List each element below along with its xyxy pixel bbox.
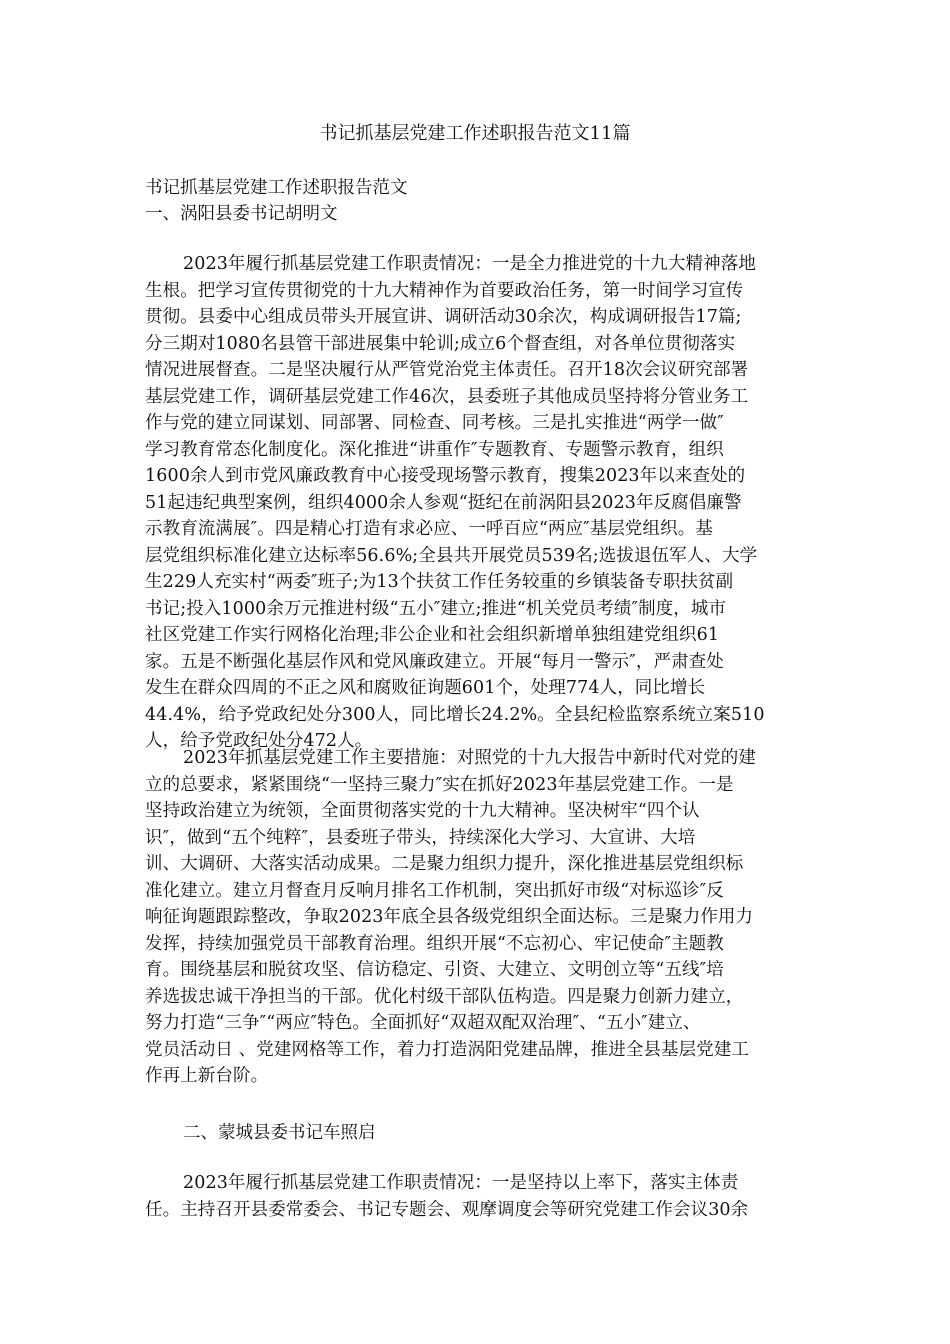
paragraph-line: 育。围绕基层和脱贫攻坚、信访稳定、引资、大建立、文明创立等“五线″培: [145, 960, 724, 980]
document-title: 书记抓基层党建工作述职报告范文11篇: [319, 123, 631, 144]
paragraph-line: 层党组织标准化建立达标率56.6%;全县共开展党员539名;选拔退伍军人、大学: [145, 545, 758, 566]
paragraph-1: [145, 251, 805, 755]
paragraph-line: 党员活动日 、党建网格等工作，着力打造涡阳党建品牌，推进全县基层党建工: [145, 1039, 750, 1060]
paragraph-line: 响征询题跟踪整改，争取2023年底全县各级党组织全面达标。三是聚力作用力: [145, 907, 754, 927]
paragraph-line: 努力打造“三争″“两应″特色。全面抓好“双超双配双治理″、“五小″建立、: [145, 1013, 701, 1033]
section-heading-1: 一、涡阳县委书记胡明文: [145, 204, 338, 224]
paragraph-line: 准化建立。建立月督查月反响月排名工作机制，突出抓好市级“对标巡诊″反: [145, 880, 724, 901]
paragraph-line: 生根。把学习宣传贯彻党的十九大精神作为首要政治任务，第一时间学习宣传: [145, 280, 744, 301]
paragraph-line: 养选拔忠诚干净担当的干部。优化村级干部队伍构造。四是聚力创新力建立，: [145, 986, 744, 1007]
paragraph-line: 坚持政治建立为统领，全面贯彻落实党的十九大精神。坚决树牢“四个认: [145, 801, 700, 821]
section-heading-2: 二、蒙城县委书记车照启: [183, 1123, 376, 1143]
paragraph-line: 书记;投入1000余万元推进村级“五小″建立;推进“机关党员考绩″制度，城市: [145, 598, 727, 619]
paragraph-line: 任。主持召开县委常委会、书记专题会、观摩调度会等研究党建工作会议30余: [145, 1199, 749, 1220]
paragraph-line: 1600余人到市党风廉政教育中心接受现场警示教育，搜集2023年以来查处的: [145, 466, 746, 486]
paragraph-line: 2023年履行抓基层党建工作职责情况：一是坚持以上率下，落实主体责: [183, 1173, 739, 1193]
paragraph-line: 人，给予党政纪处分472人。: [145, 731, 373, 751]
paragraph-2: [145, 745, 805, 1090]
paragraph-line: 学习教育常态化制度化。深化推进“讲重作″专题教育、专题警示教育，组织: [145, 439, 724, 460]
paragraph-line: 立的总要求，紧紧围绕“一坚持三聚力″实在抓好2023年基层党建工作。一是: [145, 774, 734, 795]
paragraph-line: 家。五是不断强化基层作风和党风廉政建立。开展“每月一警示″，严肃查处: [145, 651, 724, 672]
paragraph-line: 44.4%，给予党政纪处分300人，同比增长24.2%。全县纪检监察系统立案510: [145, 704, 765, 725]
paragraph-line: 生229人充实村“两委″班子;为13个扶贫工作任务较重的乡镇装备专职扶贫副: [145, 572, 734, 592]
paragraph-line: 发挥，持续加强党员干部教育治理。组织开展“不忘初心、牢记使命″主题教: [145, 933, 724, 954]
paragraph-line: 训、大调研、大落实活动成果。二是聚力组织力提升，深化推进基层党组织标: [145, 854, 744, 874]
paragraph-line: 51起违纪典型案例，组织4000余人参观“挺纪在前涡阳县2023年反腐倡廉警: [145, 492, 742, 513]
document-subtitle: 书记抓基层党建工作述职报告范文: [145, 178, 408, 198]
paragraph-line: 情况进展督查。二是坚决履行从严管党治党主体责任。召开18次会议研究部署: [145, 360, 749, 380]
paragraph-line: 社区党建工作实行网格化治理;非公企业和社会组织新增单独组建党组织61: [145, 625, 720, 645]
paragraph-line: 基层党建工作，调研基层党建工作46次，县委班子其他成员坚持将分管业务工: [145, 386, 749, 407]
paragraph-line: 作与党的建立同谋划、同部署、同检查、同考核。三是扎实推进“两学一做″: [145, 413, 724, 433]
paragraph-3: [145, 1170, 805, 1223]
paragraph-line: 2023年履行抓基层党建工作职责情况：一是全力推进党的十九大精神落地: [183, 254, 756, 274]
paragraph-line: 贯彻。县委中心组成员带头开展宣讲、调研活动30余次，构成调研报告17篇;: [145, 307, 742, 327]
paragraph-line: 2023年抓基层党建工作主要措施：对照党的十九大报告中新时代对党的建: [183, 748, 756, 768]
paragraph-line: 发生在群众四周的不正之风和腐败征询题601个，处理774人，同比增长: [145, 678, 706, 698]
paragraph-line: 作再上新台阶。: [145, 1066, 269, 1086]
paragraph-line: 示教育流满展″。四是精心打造有求必应、一呼百应“两应″基层党组织。基: [145, 519, 713, 539]
paragraph-line: 识″，做到“五个纯粹″，县委班子带头，持续深化大学习、大宣讲、大培: [145, 827, 696, 848]
paragraph-line: 分三期对1080名县管干部进展集中轮训;成立6个督查组，对各单位贯彻落实: [145, 333, 736, 354]
